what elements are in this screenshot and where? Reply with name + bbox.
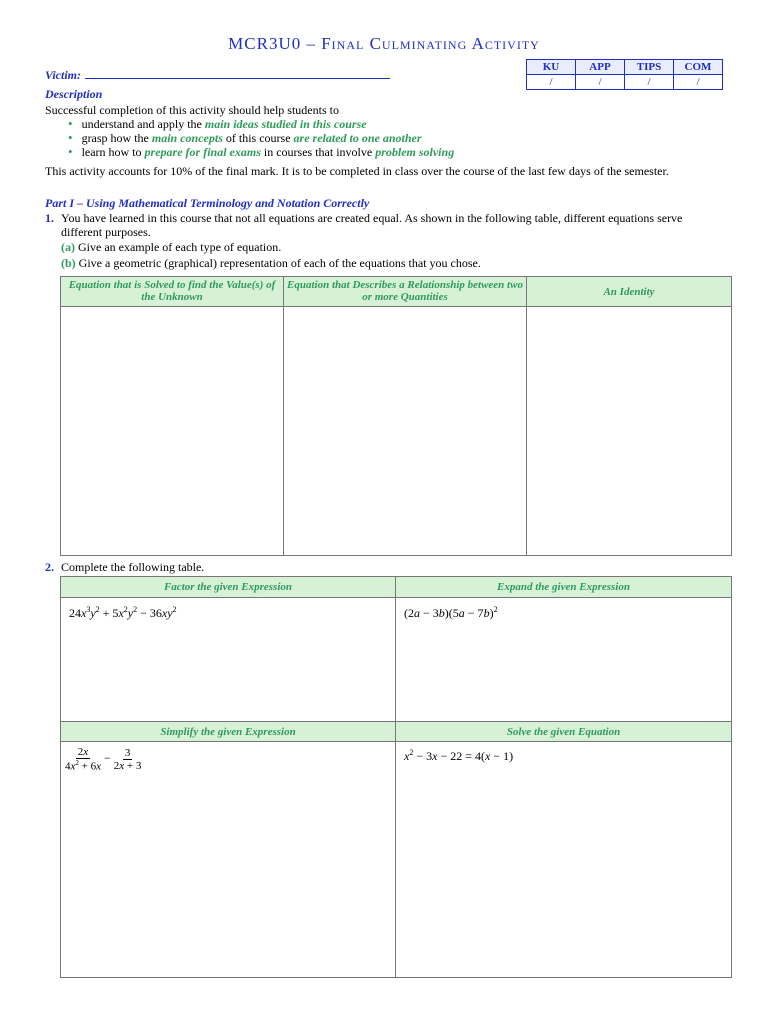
- table2-header-expand: Expand the given Expression: [395, 576, 732, 598]
- score-header-ku: KU: [527, 60, 576, 75]
- q1a: (a) Give an example of each type of equation.: [61, 240, 282, 254]
- table2-cell-expand[interactable]: [395, 597, 732, 722]
- simplify-expression: $\frac{2x}{4x^2 + 6x}$ − $\frac{3}{2x + 3}$: [65, 746, 142, 773]
- q2-text: Complete the following table.: [61, 560, 205, 574]
- table1-cell-identity[interactable]: [526, 306, 732, 556]
- victim-underline: [85, 69, 390, 79]
- table1-header-relationship: Equation that Describes a Relationship between two or more Quantities: [283, 276, 527, 307]
- bullet-item: • understand and apply the main ideas studied in this course: [68, 116, 367, 131]
- table2-cell-factor[interactable]: [60, 597, 396, 722]
- score-header-com: COM: [674, 60, 723, 75]
- table2-cell-simplify[interactable]: [60, 741, 396, 978]
- page-title: MCR3U0 – Final Culminating Activity: [228, 34, 540, 53]
- q2-number: 2.: [45, 560, 54, 574]
- score-value-ku: /: [527, 75, 576, 90]
- q1-number: 1.: [45, 211, 54, 225]
- bullet-icon: •: [68, 144, 73, 159]
- bullet-item: • grasp how the main concepts of this course are related to one another: [68, 130, 422, 145]
- score-value-com: /: [674, 75, 723, 90]
- table1-cell-relationship[interactable]: [283, 306, 527, 556]
- table2-header-solve: Solve the given Equation: [395, 721, 732, 742]
- score-value-app: /: [576, 75, 625, 90]
- description-note: This activity accounts for 10% of the final mark. It is to be completed in class over the course of the last few days of the semester.: [45, 164, 669, 178]
- table2-header-factor: Factor the given Expression: [60, 576, 396, 598]
- table2-header-simplify: Simplify the given Expression: [60, 721, 396, 742]
- description-heading: Description: [45, 87, 103, 101]
- bullet-icon: •: [68, 130, 73, 145]
- q1b: (b) Give a geometric (graphical) representation of each of the equations that you chose.: [61, 256, 481, 270]
- table1-header-solved: Equation that is Solved to find the Value(s) of the Unknown: [60, 276, 284, 307]
- score-header-tips: TIPS: [625, 60, 674, 75]
- table1-cell-solved[interactable]: [60, 306, 284, 556]
- factor-expression: $24x^3y^2 + 5x^2y^2 - 36xy^2$: [69, 605, 177, 620]
- victim-label: Victim:: [45, 68, 81, 82]
- expand-expression: $(2a - 3b)(5a - 7b)^2$: [404, 605, 498, 620]
- solve-equation: $x^2 - 3x - 22 = 4(x - 1)$: [404, 748, 514, 763]
- bullet-item: • learn how to prepare for final exams in courses that involve problem solving: [68, 144, 455, 159]
- bullet-icon: •: [68, 116, 73, 131]
- table1-header-identity: An Identity: [526, 276, 732, 307]
- description-intro: Successful completion of this activity should help students to: [45, 103, 339, 117]
- victim-field[interactable]: [45, 68, 390, 83]
- table2-cell-solve[interactable]: [395, 741, 732, 978]
- score-header-app: APP: [576, 60, 625, 75]
- part1-heading: Part I – Using Mathematical Terminology and Notation Correctly: [45, 196, 370, 210]
- q1-text: You have learned in this course that not all equations are created equal. As shown in the following table, different equations serve different purposes.: [61, 211, 683, 239]
- score-table: [526, 59, 723, 90]
- score-value-tips: /: [625, 75, 674, 90]
